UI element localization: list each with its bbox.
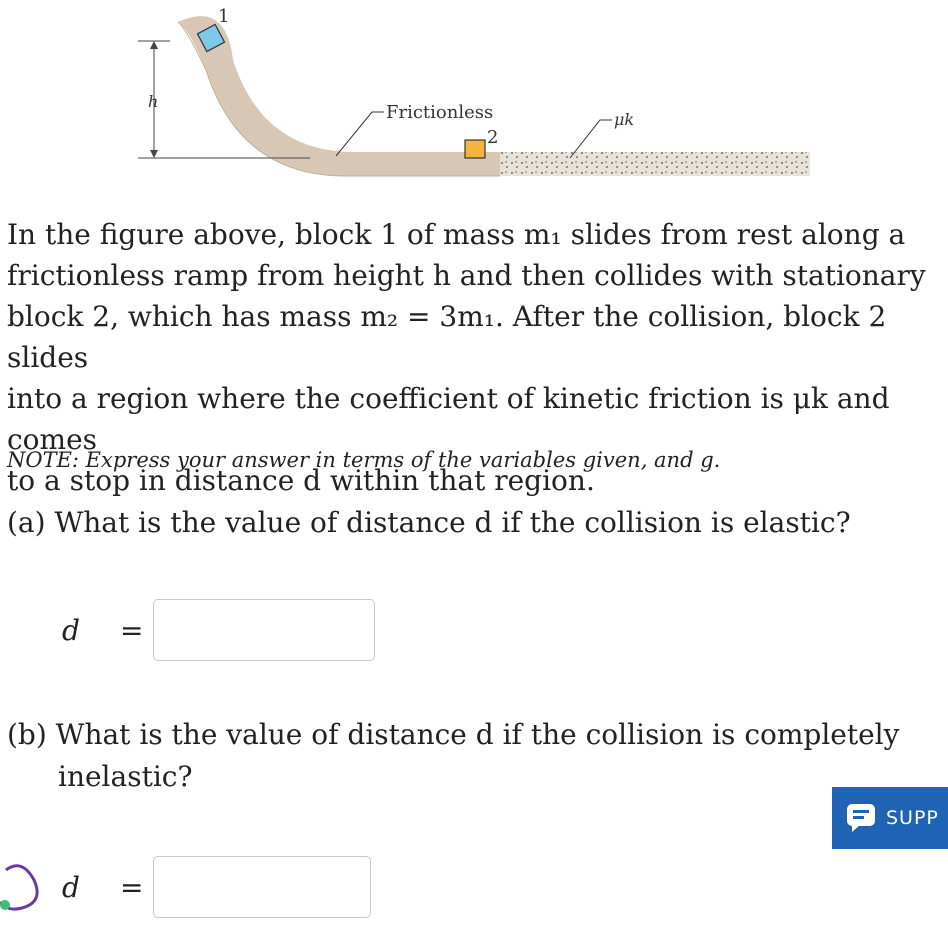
block-2-label: 2: [487, 127, 499, 148]
support-button[interactable]: [832, 787, 948, 849]
mascot-icon[interactable]: [0, 858, 42, 920]
question-b: [7, 714, 907, 798]
block-2: [465, 140, 485, 158]
answer-a-input[interactable]: [153, 599, 375, 661]
answer-b-label: d: [62, 870, 80, 904]
problem-line-4: into a region where the coefficient of kinetic friction is μk and comes: [7, 382, 890, 456]
answer-a-equals: =: [120, 613, 144, 647]
problem-line-3: block 2, which has mass m₂ = 3m₁. After the collision, block 2 slides: [7, 300, 887, 374]
chat-icon: [846, 803, 876, 833]
problem-line-1: In the figure above, block 1 of mass m₁ slides from rest along a: [7, 218, 906, 251]
note: NOTE: Express your answer in terms of the variables given, and g.: [7, 448, 721, 472]
question-b-line-1: (b) What is the value of distance d if the collision is completely: [7, 718, 900, 751]
friction-region: [500, 152, 810, 176]
height-label: h: [148, 92, 159, 111]
frictionless-label: Frictionless: [386, 102, 494, 123]
block-1-label: 1: [218, 6, 230, 27]
answer-a-label: d: [62, 613, 80, 647]
answer-b-input[interactable]: [153, 856, 371, 918]
answer-b-equals: =: [120, 870, 144, 904]
answer-a-row: [62, 599, 375, 661]
support-label: SUPP: [886, 807, 939, 829]
question-a: (a) What is the value of distance d if the collision is elastic?: [7, 506, 851, 539]
problem-line-2: frictionless ramp from height h and then collides with stationary: [7, 259, 926, 292]
question-b-line-2: inelastic?: [58, 760, 193, 793]
mu-k-label: μk: [614, 110, 635, 129]
answer-b-row: [62, 856, 371, 918]
problem-line-5: to a stop in distance d within that region.: [7, 464, 595, 497]
ramp-figure: [0, 0, 948, 200]
